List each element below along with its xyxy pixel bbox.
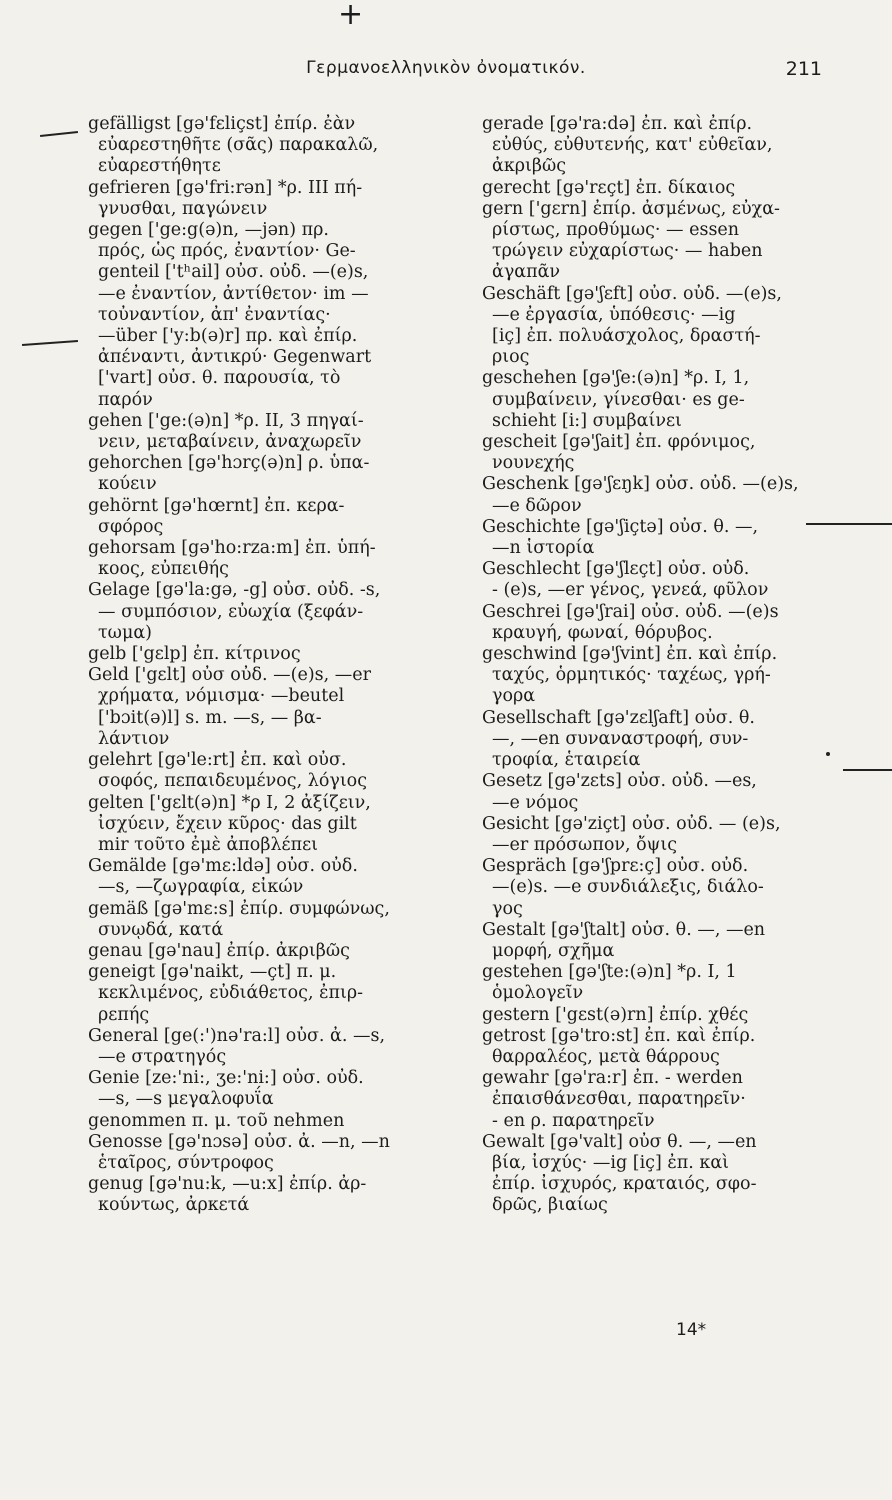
dictionary-entry xyxy=(482,708,800,772)
entry-continuation: συνῳδά, κατά xyxy=(98,919,224,940)
entry-continuation: τροφία, ἑταιρεία xyxy=(492,750,641,771)
left-column xyxy=(88,114,433,1217)
dictionary-entry xyxy=(88,538,433,580)
entry-headline: gewahr [gə'ra:r] ἐπ. - werden xyxy=(482,1068,743,1089)
entry-continuation: γορα xyxy=(492,686,536,707)
entry-continuation: —s, —s μεγαλοφυΐα xyxy=(98,1089,274,1110)
entry-headline: Gestalt [gə'ʃtalt] οὐσ. θ. —, —en xyxy=(482,919,766,940)
entry-continuation: ὁμολογεῖν xyxy=(492,983,584,1004)
entry-continuation: κούντως, ἀρκετά xyxy=(98,1195,250,1216)
margin-pen-mark xyxy=(843,769,892,771)
entry-headline: geschwind [gə'ʃvint] ἐπ. καὶ ἐπίρ. xyxy=(482,644,778,665)
entry-headline: Gemälde [gə'mɛ:ldə] οὐσ. οὐδ. xyxy=(88,856,358,877)
dictionary-entry xyxy=(88,178,433,220)
entry-headline: Gelage [gə'la:gə, -g] οὐσ. οὐδ. -s, xyxy=(88,580,381,601)
dictionary-entry xyxy=(482,368,800,432)
running-title: Γερμανοελληνικὸν ὀνοματικόν. xyxy=(306,58,586,78)
entry-continuation: τωμα) xyxy=(98,622,152,643)
dictionary-entry xyxy=(88,1132,433,1174)
entry-continuation: κοος, εὐπειθής xyxy=(98,559,229,580)
entry-continuation: [iç] ἐπ. πολυάσχολος, δραστή- xyxy=(492,326,761,347)
entry-continuation: schieht [i:] συμβαίνει xyxy=(492,410,682,431)
margin-pen-mark xyxy=(806,523,892,525)
entry-headline: geschehen [gə'ʃe:(ə)n] *ρ. I, 1, xyxy=(482,368,750,389)
entry-headline: Gesetz [gə'zɛts] οὐσ. οὐδ. —es, xyxy=(482,771,757,792)
dictionary-entry xyxy=(88,411,433,453)
entry-headline: gefälligst [gə'fɛliçst] ἐπίρ. ἐὰν xyxy=(88,114,356,134)
dictionary-entry xyxy=(88,793,433,857)
entry-continuation: εὐαρεστήθητε xyxy=(98,156,221,177)
entry-continuation: νουνεχής xyxy=(492,453,575,474)
entry-headline: Geschäft [gə'ʃɛft] οὐσ. οὐδ. —(e)s, xyxy=(482,283,782,304)
entry-continuation: ἀγαπᾶν xyxy=(492,262,561,283)
dictionary-entry xyxy=(482,114,800,178)
entry-headline: gelb ['gɛlp] ἐπ. κίτρινος xyxy=(88,644,301,665)
entry-headline: Geschichte [gə'ʃiçtə] οὐσ. θ. —, xyxy=(482,516,759,537)
cross-mark: + xyxy=(338,0,364,32)
dictionary-entry xyxy=(88,899,433,941)
entry-continuation: ἑταῖρος, σύντροφος xyxy=(98,1152,274,1173)
entry-headline: Geschlecht [gə'ʃlɛçt] οὐσ. οὐδ. xyxy=(482,559,750,580)
entry-continuation: - en ρ. παρατηρεῖν xyxy=(492,1110,655,1131)
entry-continuation: —, —en συναναστροφή, συν- xyxy=(492,728,749,749)
entry-continuation: —e δῶρον xyxy=(492,495,582,516)
entry-headline: gehorchen [gə'hɔrç(ə)n] ρ. ὑπα- xyxy=(88,453,370,474)
entry-headline: Genosse [gə'nɔsə] οὐσ. ἀ. —n, —n xyxy=(88,1131,390,1152)
entry-headline: Geschenk [gə'ʃɛŋk] οὐσ. οὐδ. —(e)s, xyxy=(482,474,799,495)
entry-continuation: ἀπέναντι, ἀντικρύ· Gegenwart xyxy=(98,347,372,368)
entry-continuation: συμβαίνειν, γίνεσθαι· es ge- xyxy=(492,389,745,410)
entry-continuation: —e στρατηγός xyxy=(98,1046,227,1067)
entry-continuation: —s, —ζωγραφία, εἰκών xyxy=(98,877,304,898)
entry-headline: getrost [gə'tro:st] ἐπ. καὶ ἐπίρ. xyxy=(482,1025,756,1046)
dictionary-entry xyxy=(482,920,800,962)
entry-headline: genau [gə'nau] ἐπίρ. ἀκριβῶς xyxy=(88,940,350,961)
entry-continuation: μορφή, σχῆμα xyxy=(492,940,615,961)
entry-headline: Gewalt [gə'valt] οὐσ θ. —, —en xyxy=(482,1131,757,1152)
entry-continuation: — συμπόσιον, εὐωχία (ξεφάν- xyxy=(98,601,364,622)
entry-continuation: πρός, ὡς πρός, ἐναντίον· Ge- xyxy=(98,241,356,262)
dictionary-entry xyxy=(88,1026,433,1068)
entry-headline: Gespräch [gə'ʃprɛ:ç] οὐσ. οὐδ. xyxy=(482,856,749,877)
margin-pen-mark xyxy=(40,131,78,137)
entry-headline: geneigt [gə'naikt, —çt] π. μ. xyxy=(88,962,337,983)
entry-headline: gefrieren [gə'fri:rən] *ρ. III πή- xyxy=(88,177,363,198)
entry-continuation: ἰσχύειν, ἔχειν κῦρος· das gilt xyxy=(98,813,357,834)
entry-headline: Geld ['gɛlt] οὐσ οὐδ. —(e)s, —er xyxy=(88,665,371,686)
entry-headline: gelehrt [gə'le:rt] ἐπ. καὶ οὐσ. xyxy=(88,750,347,771)
dictionary-entry xyxy=(482,517,800,559)
right-column xyxy=(482,114,800,1217)
dictionary-entry xyxy=(482,284,800,369)
entry-headline: gescheit [gə'ʃait] ἐπ. φρόνιμος, xyxy=(482,432,756,453)
dictionary-entry xyxy=(88,496,433,538)
dictionary-entry xyxy=(482,474,800,516)
entry-continuation: ριος xyxy=(492,347,530,368)
entry-continuation: —über ['y:b(ə)r] πρ. καὶ ἐπίρ. xyxy=(98,326,358,347)
dictionary-entry xyxy=(482,644,800,708)
entry-continuation: ρίστως, προθύμως· — essen xyxy=(492,220,740,241)
entry-continuation: ['bɔit(ə)l] s. m. —s, — βα- xyxy=(98,707,322,728)
entry-continuation: —(e)s. —e συνδιάλεξις, διάλο- xyxy=(492,877,764,898)
entry-headline: gern ['gɛrn] ἐπίρ. ἀσμένως, εὐχα- xyxy=(482,198,780,219)
dictionary-entry xyxy=(88,665,433,750)
entry-continuation: κεκλιμένος, εὐδιάθετος, ἐπιρ- xyxy=(98,983,364,1004)
entry-continuation: σοφός, πεπαιδευμένος, λόγιος xyxy=(98,771,368,792)
dictionary-entry xyxy=(482,856,800,920)
dictionary-entry xyxy=(482,559,800,601)
dictionary-entry xyxy=(482,962,800,1004)
entry-continuation: ἐπίρ. ἰσχυρός, κραταιός, σφο- xyxy=(492,1174,757,1195)
dictionary-entry xyxy=(88,750,433,792)
dictionary-entry xyxy=(88,644,433,665)
dictionary-entry xyxy=(88,220,433,411)
entry-continuation: mir τοῦτο ἐμὲ ἀποβλέπει xyxy=(98,834,319,855)
entry-continuation: εὐθύς, εὐθυτενής, κατ' εὐθεῖαν, xyxy=(492,135,773,156)
entry-headline: gehorsam [gə'ho:rza:m] ἐπ. ὑπή- xyxy=(88,538,376,559)
dictionary-entry xyxy=(482,1132,800,1217)
margin-pen-mark xyxy=(22,340,78,346)
entry-headline: gestern ['gɛst(ə)rn] ἐπίρ. χθές xyxy=(482,1004,749,1025)
entry-headline: gerade [gə'ra:də] ἐπ. καὶ ἐπίρ. xyxy=(482,114,753,134)
dictionary-entry xyxy=(482,1005,800,1026)
dictionary-entry xyxy=(88,941,433,962)
entry-continuation: γος xyxy=(492,898,523,919)
entry-continuation: ρεπής xyxy=(98,1004,150,1025)
signature-mark: 14* xyxy=(676,1320,707,1340)
entry-headline: Gesellschaft [gə'zɛlʃaft] οὐσ. θ. xyxy=(482,707,755,728)
dictionary-entry xyxy=(482,199,800,284)
entry-continuation: ταχύς, ὁρμητικός· ταχέως, γρή- xyxy=(492,665,771,686)
dictionary-entry xyxy=(88,453,433,495)
entry-headline: gelten ['gɛlt(ə)n] *ρ I, 2 ἀξίζειν, xyxy=(88,792,371,813)
dictionary-entry xyxy=(88,1174,433,1216)
entry-headline: Genie [ze:'ni:, ʒe:'ni:] οὐσ. οὐδ. xyxy=(88,1068,364,1089)
dictionary-entry xyxy=(482,178,800,199)
dictionary-entry xyxy=(88,1068,433,1110)
entry-headline: genug [gə'nu:k, —u:x] ἐπίρ. ἀρ- xyxy=(88,1174,367,1195)
dictionary-entry xyxy=(482,432,800,474)
entry-continuation: γνυσθαι, παγώνειν xyxy=(98,198,268,219)
entry-continuation: ἀκριβῶς xyxy=(492,156,567,177)
entry-continuation: —er πρόσωπον, ὄψις xyxy=(492,834,678,855)
entry-continuation: εὐαρεστηθῆτε (σᾶς) παρακαλῶ, xyxy=(98,135,379,156)
entry-headline: genommen π. μ. τοῦ nehmen xyxy=(88,1110,345,1131)
dictionary-entry xyxy=(482,1026,800,1068)
entry-continuation: ['vart] οὐσ. θ. παρουσία, τὸ xyxy=(98,368,341,389)
dictionary-entry xyxy=(88,114,433,178)
dictionary-entry xyxy=(482,771,800,813)
entry-headline: gehörnt [gə'hœrnt] ἐπ. κερα- xyxy=(88,495,345,516)
entry-headline: General [ge(:')nə'ra:l] οὐσ. ἀ. —s, xyxy=(88,1025,386,1046)
dictionary-entry xyxy=(482,602,800,644)
ink-dot xyxy=(826,752,830,756)
entry-continuation: κούειν xyxy=(98,474,157,495)
entry-continuation: παρόν xyxy=(98,389,153,410)
entry-headline: Gesicht [gə'ziçt] οὐσ. οὐδ. — (e)s, xyxy=(482,813,781,834)
entry-headline: gemäß [gə'mɛ:s] ἐπίρ. συμφώνως, xyxy=(88,898,390,919)
entry-continuation: τρώγειν εὐχαρίστως· — haben xyxy=(492,241,763,262)
entry-continuation: σφόρος xyxy=(98,516,164,537)
entry-continuation: - (e)s, —er γένος, γενεά, φῦλον xyxy=(492,580,769,601)
entry-headline: gegen ['ge:g(ə)n, —jən) πρ. xyxy=(88,220,329,241)
entry-continuation: —e ἐναντίον, ἀντίθετον· im — xyxy=(98,283,369,304)
entry-headline: gestehen [gə'ʃte:(ə)n] *ρ. I, 1 xyxy=(482,962,737,983)
entry-continuation: —e ἐργασία, ὑπόθεσις· —ig xyxy=(492,304,736,325)
dictionary-entry xyxy=(482,1068,800,1132)
entry-continuation: χρήματα, νόμισμα· —beutel xyxy=(98,686,345,707)
entry-continuation: —e νόμος xyxy=(492,792,579,813)
entry-headline: gehen ['ge:(ə)n] *ρ. II, 3 πηγαί- xyxy=(88,410,364,431)
page-number: 211 xyxy=(785,58,822,80)
entry-continuation: βία, ἰσχύς· —ig [iç] ἐπ. καὶ xyxy=(492,1152,730,1173)
entry-continuation: κραυγή, φωναί, θόρυβος. xyxy=(492,622,713,643)
dictionary-entry xyxy=(88,1111,433,1132)
entry-continuation: δρῶς, βιαίως xyxy=(492,1195,608,1216)
entry-continuation: λάντιον xyxy=(98,728,170,749)
entry-continuation: τοὐναντίον, ἀπ' ἐναντίας· xyxy=(98,304,331,325)
entry-headline: gerecht [gə'rɛçt] ἐπ. δίκαιος xyxy=(482,177,736,198)
entry-continuation: θαρραλέος, μετὰ θάρρους xyxy=(492,1046,720,1067)
dictionary-entry xyxy=(88,962,433,1026)
dictionary-entry xyxy=(482,814,800,856)
dictionary-entry xyxy=(88,580,433,644)
dictionary-entry xyxy=(88,856,433,898)
entry-headline: Geschrei [gə'ʃrai] οὐσ. οὐδ. —(e)s xyxy=(482,601,779,622)
entry-continuation: ἐπαισθάνεσθαι, παρατηρεῖν· xyxy=(492,1089,746,1110)
entry-continuation: genteil ['tʰail] οὐσ. οὐδ. —(e)s, xyxy=(98,262,369,283)
entry-continuation: —n ἱστορία xyxy=(492,538,595,559)
entry-continuation: νειν, μεταβαίνειν, ἀναχωρεῖν xyxy=(98,432,362,453)
